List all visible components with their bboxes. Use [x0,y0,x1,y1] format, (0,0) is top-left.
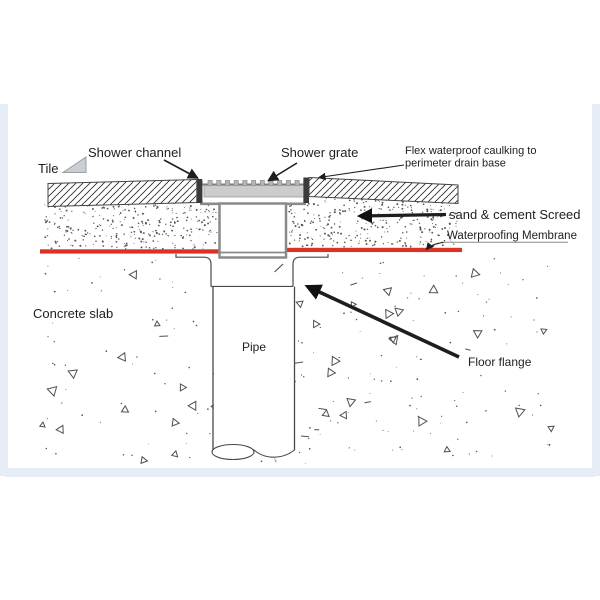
grate-bar [204,185,304,197]
label-shower-grate: Shower grate [281,145,359,160]
channel-trough [220,204,287,258]
label-membrane: Waterproofing Membrane [447,230,577,242]
flange-mask [177,256,327,287]
label-floor-flange: Floor flange [468,355,532,369]
tile-left [48,180,197,207]
pipe-mask [214,287,294,450]
caulk-left [197,179,203,203]
pipe [212,287,295,460]
arrow-floor-flange [308,287,460,358]
screed-texture-left [44,202,217,250]
arrow-shower-grate [269,163,298,181]
frame-left-strip [0,104,8,476]
arrow-screed [360,215,446,217]
pipe-break-ellipse [212,445,254,460]
pipe-break-curve [254,450,296,458]
tile-symbol-triangle [63,157,86,173]
label-flex-caulking-line1: Flex waterproof caulking to [405,145,537,157]
label-flex-caulking-line2: perimeter drain base [405,157,506,170]
label-tile: Tile [38,161,59,176]
membrane-left-segment [40,249,219,253]
label-pipe: Pipe [242,340,267,354]
membrane-right-segment [287,248,462,252]
frame-bottom-strip [5,468,595,477]
shower-grate [201,181,305,198]
caulk-right [303,178,309,204]
leader-flex-caulking [319,165,404,178]
screed-texture-right [288,195,457,247]
frame-right-strip [592,104,600,476]
label-shower-channel: Shower channel [88,145,182,160]
tile-right [309,178,458,204]
floor-flange [176,254,328,287]
label-screed: sand & cement Screed [449,207,581,222]
label-concrete-slab: Concrete slab [33,306,114,321]
arrow-shower-channel [164,160,198,178]
